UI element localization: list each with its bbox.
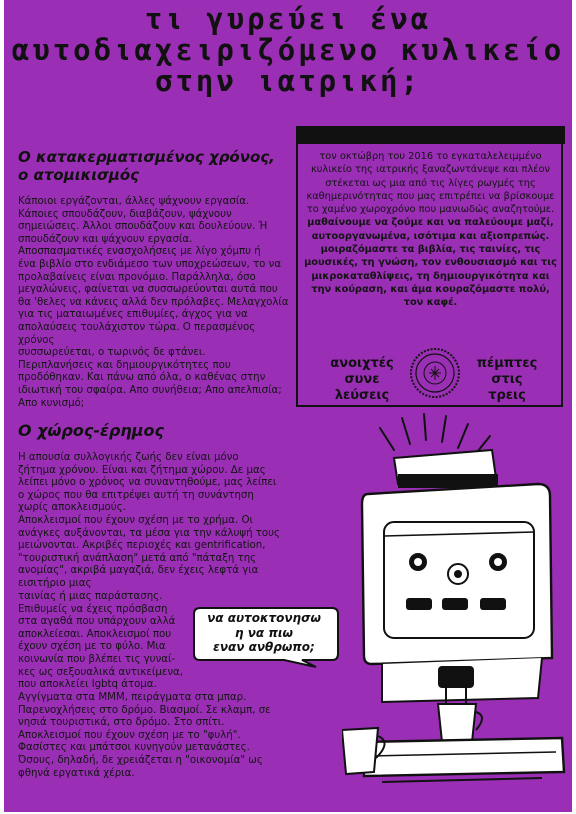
open-assembly-line-1: ανοιχτές [330,356,394,371]
title-line-1: τι γυρεύει ένα [144,2,432,36]
info-paragraph-1: τον οκτώβρη του 2016 το εγκαταλελειμμένο κυλικείο της ιατρικής ξαναζωντάνεψε και πλέον στέκεται ως μια από τις λίγες ρωγμές της καθημερινότητας που μας επιτρέπει να βρίσκουμε το χαμένο χωροχρόνο που μανιωδώς αναζητούμε. [306,151,555,216]
section2-heading: Ο χώρος-έρημος [18,421,164,440]
section1-heading-line-2: ο ατομικισμός [18,166,140,184]
bubble-line-1: να αυτοκτονησω [207,611,321,625]
poster-title [4,4,572,97]
title-line-2: αυτοδιαχειριζόμενο κυλικείο [11,33,565,67]
thursday-line-2: στις [491,372,523,387]
speech-bubble-text [192,611,336,655]
coffee-machine-illustration [342,412,572,812]
info-paragraph-3: μοιραζόμαστε τα βιβλία, τις ταινίες, τις μουσικές, τη γνώση, τον ενθουσιασμό και τις μικροκαταθλίψεις, τη δημιουργικότητα και την κούραση, και άμα κουραζόμαστε πολύ, τον καφέ. [304,244,557,309]
section2-body-end: Αγγίγματα στα ΜΜΜ, πειράγματα στα μπαρ. Παρενοχλήσεις στο δρόμο. Βιασμοί. Σε κλαμπ, σε νησιά τουριστικά, στο δρόμο. Στο σπίτι. Αποκλεισμοί που έχουν σχέση με το "φυλή". Φασίστες και μπάτσοι κυνηγούν μετανάστες. Όσους, δηλαδή, δε χρειάζεται η "οικονομία" ως φθηνά εργατικά χέρια. [18,692,271,779]
title-line-3: στην ιατρική; [155,64,421,98]
thursday-line-1: πέμπτες [476,356,538,371]
poster [4,0,572,812]
info-paragraph-2: μαθαίνουμε να ζούμε και να παλεύουμε μαζί, αυτοοργανωμένα, ισότιμα και αξιοπρεπώς. [307,217,554,242]
section1-heading [18,148,275,184]
section1-heading-line-1: Ο κατακερματισμένος χρόνος, [18,148,275,166]
bubble-line-2: η να πιω [235,625,293,640]
info-box-text [304,150,557,310]
section2-body: Η απουσία συλλογικής ζωής δεν είναι μόνο ζήτημα χρόνου. Είναι και ζήτημα χώρου. Δε μας λείπει μόνο ο χρόνος να συναντηθούμε, μας λείπει ο χώρος που θα επιτρέψει αυτή τη συνάντηση χωρίς αποκλεισμούς. Αποκλεισμοί που έχουν σχέση με το χρήμα. Οι ανάγκες αυξάνονται, τα μέσα για την κάλυψή τους μειώνονται. Ακριβές περιοχές και gentrification, "τουριστική ανάπλαση" μετά από "πάταξη της ανομίας", ακριβά μαγαζιά, δεν έχεις λεφτά για εισιτήριο μιας [18,452,281,589]
thursday-line-3: τρεις [488,388,526,403]
section2-body-narrow: ταινίας ή μιας παράστασης. Επιθυμείς να έχεις πρόσβαση στα αγαθά που υπάρχουν αλλά αποκλείεσαι. Αποκλεισμοί που έχουν σχέση με το φύλο. Μια κοινωνία που βλέπει τις γυναί- κες ως σεξουαλικά αντικείμενα, που αποκλείει lgbtq άτομα. [18,591,183,691]
thursday-time-label [468,356,546,404]
canteen-seal-logo [410,348,460,398]
glow-rays-icon [380,414,490,456]
open-assembly-line-2: συνε [344,372,380,387]
info-box [296,126,563,407]
section1-body: Κάποιοι εργάζονται, άλλες ψάχνουν εργασία. Κάποιες σπουδάζουν, διαβάζουν, ψάχνουν σημειώσεις. Άλλοι σπουδάζουν και δουλεύουν. Ή σπουδάζουν και ψάχνουν εργασία. Αποσπασματικές ενασχολήσεις με λίγο χόμπυ ή ένα βιβλίο στο ενδιάμεσο των υποχρεώσεων, το να προλαβαίνεις είναι προνόμιο. Παράλληλα, όσο μεγαλώνεις, φαίνεται να συσσωρεύονται αυτά που θα 'θελες να κάνεις αλλά δεν πρόλαβες. Μελαγχολία για τις ματαιωμένες επιθυμίες, άγχος για να απολαύσεις τουλάχιστον τώρα. Ο περασμένος χρόνος συσσωρεύεται, ο τωρινός δε φτάνει. Περιπλανήσεις και δημιουργικότητες που προδόθηκαν. Και πάνω από όλα, ο καθένας στην ιδιωτική του σφαίρα. Απο συνήθεια; Απο απελπισία; Απο κυνισμό; [18,196,289,409]
info-box-header-bar [296,126,565,144]
bubble-line-3: εναν ανθρωπο; [213,640,315,654]
open-assembly-line-3: λεύσεις [334,388,390,403]
open-assembly-label [320,356,404,404]
